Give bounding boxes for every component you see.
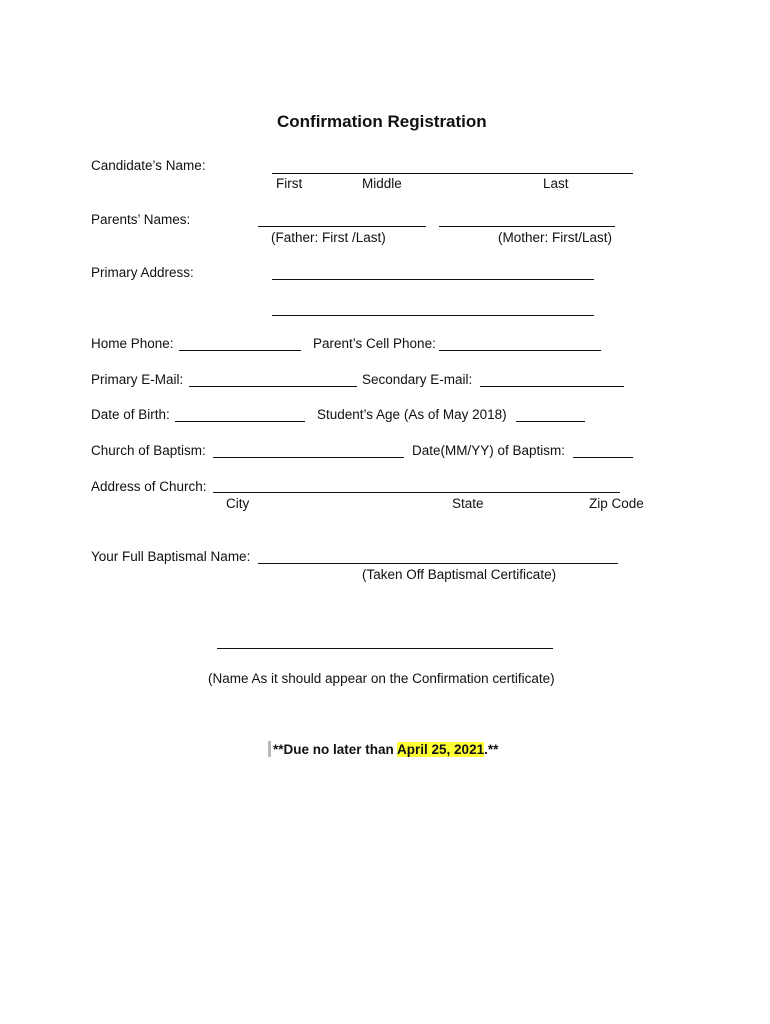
cell-phone-label: Parent’s Cell Phone:	[313, 336, 436, 351]
certificate-name-field[interactable]	[217, 648, 553, 649]
candidate-name-field[interactable]	[272, 173, 633, 174]
church-of-baptism-label: Church of Baptism:	[91, 443, 206, 458]
student-age-field[interactable]	[516, 421, 585, 422]
church-city-hint: City	[226, 496, 250, 511]
cell-phone-field[interactable]	[439, 350, 601, 351]
church-address-label: Address of Church:	[91, 479, 207, 494]
secondary-email-label: Secondary E-mail:	[362, 372, 473, 387]
baptism-date-field[interactable]	[573, 457, 633, 458]
church-zip-hint: Zip Code	[589, 496, 644, 511]
due-prefix: **Due no later than	[273, 742, 398, 757]
mother-name-field[interactable]	[439, 226, 615, 227]
primary-address-label: Primary Address:	[91, 265, 194, 280]
candidate-middle-hint: Middle	[362, 176, 402, 191]
home-phone-field[interactable]	[179, 350, 301, 351]
baptismal-name-hint: (Taken Off Baptismal Certificate)	[362, 567, 557, 582]
candidate-last-hint: Last	[543, 176, 569, 191]
due-date-notice	[268, 741, 498, 758]
father-name-hint: (Father: First /Last)	[271, 230, 386, 245]
baptism-date-label: Date(MM/YY) of Baptism:	[412, 443, 566, 458]
home-phone-label: Home Phone:	[91, 336, 174, 351]
mother-name-hint: (Mother: First/Last)	[498, 230, 613, 245]
father-name-field[interactable]	[258, 226, 426, 227]
church-state-hint: State	[452, 496, 484, 511]
page-title: Confirmation Registration	[277, 112, 487, 131]
baptismal-name-field[interactable]	[258, 563, 618, 564]
candidate-name-label: Candidate’s Name:	[91, 158, 206, 173]
church-address-field[interactable]	[213, 492, 620, 493]
parents-names-label: Parents’ Names:	[91, 212, 191, 227]
due-date-highlight: April 25, 2021	[397, 742, 485, 757]
date-of-birth-label: Date of Birth:	[91, 407, 170, 422]
student-age-label: Student’s Age (As of May 2018)	[317, 407, 507, 422]
date-of-birth-field[interactable]	[175, 421, 305, 422]
address-line-1-field[interactable]	[272, 279, 594, 280]
certificate-name-hint: (Name As it should appear on the Confirmation certificate)	[208, 671, 555, 686]
due-suffix: .**	[484, 742, 499, 757]
baptismal-name-label: Your Full Baptismal Name:	[91, 549, 251, 564]
primary-email-label: Primary E-Mail:	[91, 372, 184, 387]
text-cursor-marker	[268, 741, 271, 757]
address-line-2-field[interactable]	[272, 315, 594, 316]
primary-email-field[interactable]	[189, 386, 357, 387]
secondary-email-field[interactable]	[480, 386, 624, 387]
candidate-first-hint: First	[276, 176, 303, 191]
church-of-baptism-field[interactable]	[213, 457, 404, 458]
